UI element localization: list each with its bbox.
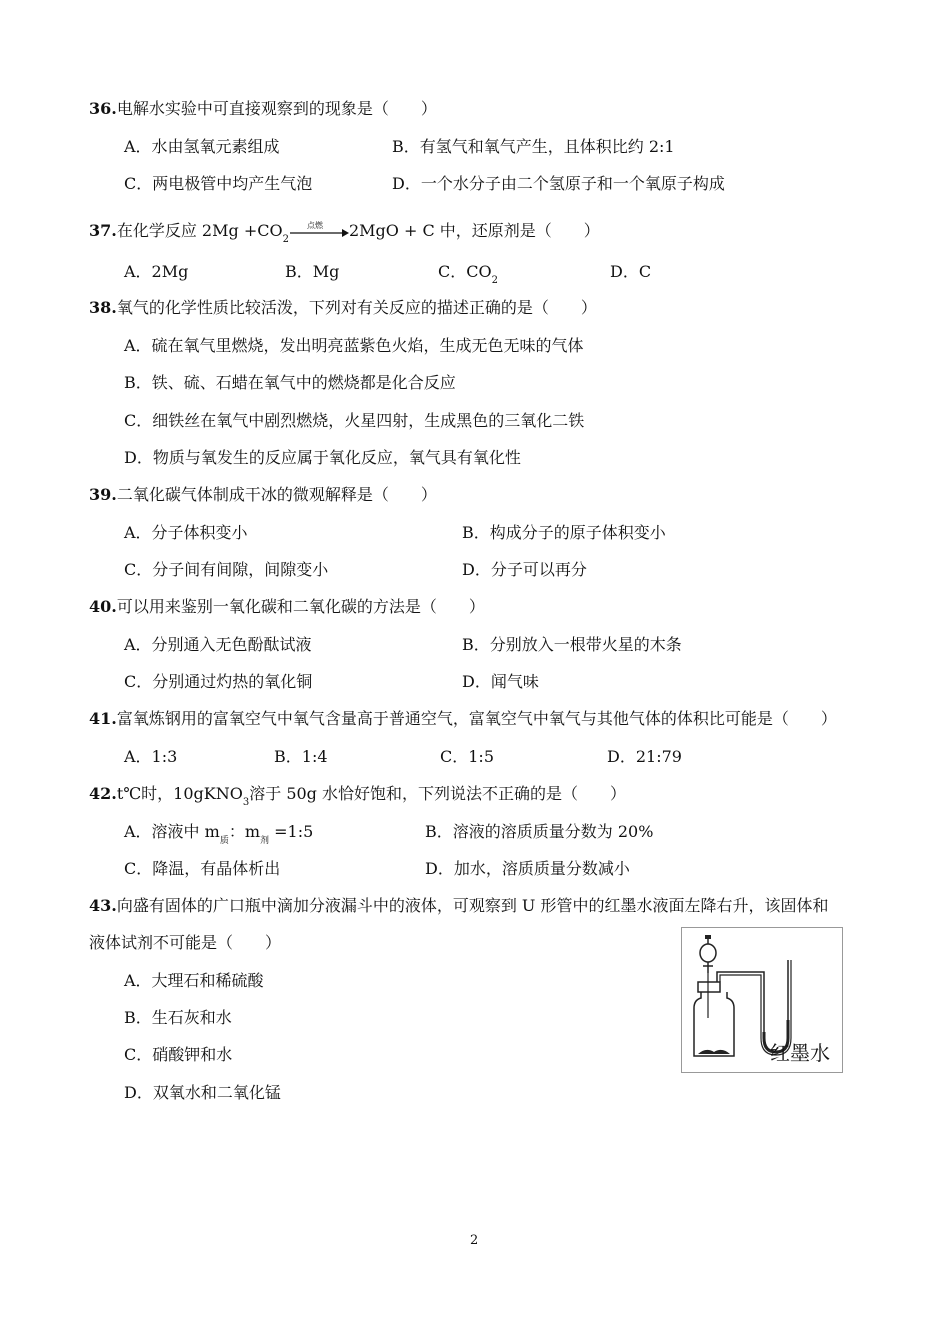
option-a: A．水由氢氧元素组成: [124, 137, 280, 156]
question-text: 电解水实验中可直接观察到的现象是（ ）: [116, 99, 437, 118]
option-b: B．Mg: [285, 262, 340, 281]
option-d: D．一个水分子由二个氢原子和一个氧原子构成: [392, 174, 725, 193]
option-a: A．大理石和稀硫酸: [124, 971, 264, 990]
option-c: C．分子间有间隙，间隙变小: [124, 560, 329, 579]
question-text: 向盛有固体的广口瓶中滴加分液漏斗中的液体，可观察到 U 形管中的红墨水液面左降右升，该固体和: [116, 896, 829, 915]
question-number: 36.: [89, 99, 117, 118]
reaction-arrow: [289, 220, 349, 240]
question-text: 二氧化碳气体制成干冰的微观解释是（ ）: [116, 485, 437, 504]
subscript: 2: [282, 234, 289, 245]
question-41: [89, 709, 837, 729]
option-a: A．硫在氧气里燃烧，发出明亮蓝紫色火焰，生成无色无味的气体: [124, 336, 584, 355]
question-text: 氧气的化学性质比较活泼，下列对有关反应的描述正确的是（ ）: [116, 298, 597, 317]
option-b: B．1:4: [274, 747, 328, 766]
option-d: D．21:79: [607, 747, 682, 766]
option-c: C．1:5: [440, 747, 494, 766]
question-40: [89, 597, 485, 617]
option-c: C．细铁丝在氧气中剧烈燃烧，火星四射，生成黑色的三氧化二铁: [124, 411, 585, 430]
option-a: A．分子体积变小: [124, 523, 248, 542]
option-c: C．分别通过灼热的氧化铜: [124, 672, 313, 691]
option-c: C．硝酸钾和水: [124, 1045, 233, 1064]
subscript: 剂: [260, 836, 270, 846]
question-text: 可以用来鉴别一氧化碳和二氧化碳的方法是（ ）: [116, 597, 485, 616]
option-d: D．加水，溶质质量分数减小: [425, 859, 630, 878]
reaction-condition: 点燃: [306, 220, 323, 230]
equation-left: 在化学反应 2Mg +CO: [116, 221, 283, 240]
question-number: 38.: [89, 298, 117, 317]
option-b: B．有氢气和氧气产生，且体积比约 2:1: [392, 137, 675, 156]
question-37: [89, 221, 600, 244]
option-a: A．分别通入无色酚酞试液: [124, 635, 312, 654]
question-43: [89, 896, 829, 916]
question-number: 40.: [89, 597, 117, 616]
option-a-text: ：m: [228, 822, 261, 841]
subscript: 2: [491, 275, 498, 286]
option-a-text: =1:5: [269, 822, 314, 841]
question-36: [89, 99, 437, 119]
subscript: 质: [219, 836, 229, 846]
option-a: [124, 822, 313, 845]
question-text-post: 溶于 50g 水恰好饱和，下列说法不正确的是（ ）: [249, 784, 627, 803]
question-number: 41.: [89, 709, 117, 728]
option-c-text: C．CO: [438, 262, 492, 281]
question-38: [89, 298, 597, 318]
option-d: D．双氧水和二氧化锰: [124, 1083, 281, 1102]
question-text-pre: t℃时，10gKNO: [116, 784, 243, 803]
option-d: D．分子可以再分: [462, 560, 587, 579]
option-b: B．溶液的溶质质量分数为 20%: [425, 822, 654, 841]
question-43-cont: 液体试剂不可能是（ ）: [89, 933, 282, 952]
figure-label: 红墨水: [770, 1041, 830, 1065]
question-number: 37.: [89, 221, 117, 240]
option-d: D．物质与氧发生的反应属于氧化反应，氧气具有氧化性: [124, 448, 521, 467]
option-b: B．生石灰和水: [124, 1008, 232, 1027]
option-b: B．分别放入一根带火星的木条: [462, 635, 682, 654]
option-c: [438, 262, 498, 285]
page-number: 2: [470, 1233, 479, 1248]
option-d: D．C: [610, 262, 652, 281]
option-a-text: A．溶液中 m: [124, 822, 220, 841]
question-number: 39.: [89, 485, 117, 504]
equation-right: 2MgO + C 中，还原剂是（ ）: [348, 221, 600, 240]
option-a: A．2Mg: [124, 262, 189, 281]
option-c: C．降温，有晶体析出: [124, 859, 281, 878]
option-b: B．铁、硫、石蜡在氧气中的燃烧都是化合反应: [124, 373, 456, 392]
question-text: 富氧炼钢用的富氧空气中氧气含量高于普通空气，富氧空气中氧气与其他气体的体积比可能是（ ）: [116, 709, 837, 728]
apparatus-figure: [681, 927, 843, 1073]
question-39: [89, 485, 437, 505]
arrow-icon: [289, 228, 349, 238]
option-d: D．闻气味: [462, 672, 539, 691]
option-c: C．两电极管中均产生气泡: [124, 174, 313, 193]
question-42: [89, 784, 626, 807]
question-number: 43.: [89, 896, 117, 915]
option-a: A．1:3: [124, 747, 178, 766]
subscript: 3: [242, 797, 250, 808]
question-number: 42.: [89, 784, 117, 803]
option-b: B．构成分子的原子体积变小: [462, 523, 666, 542]
